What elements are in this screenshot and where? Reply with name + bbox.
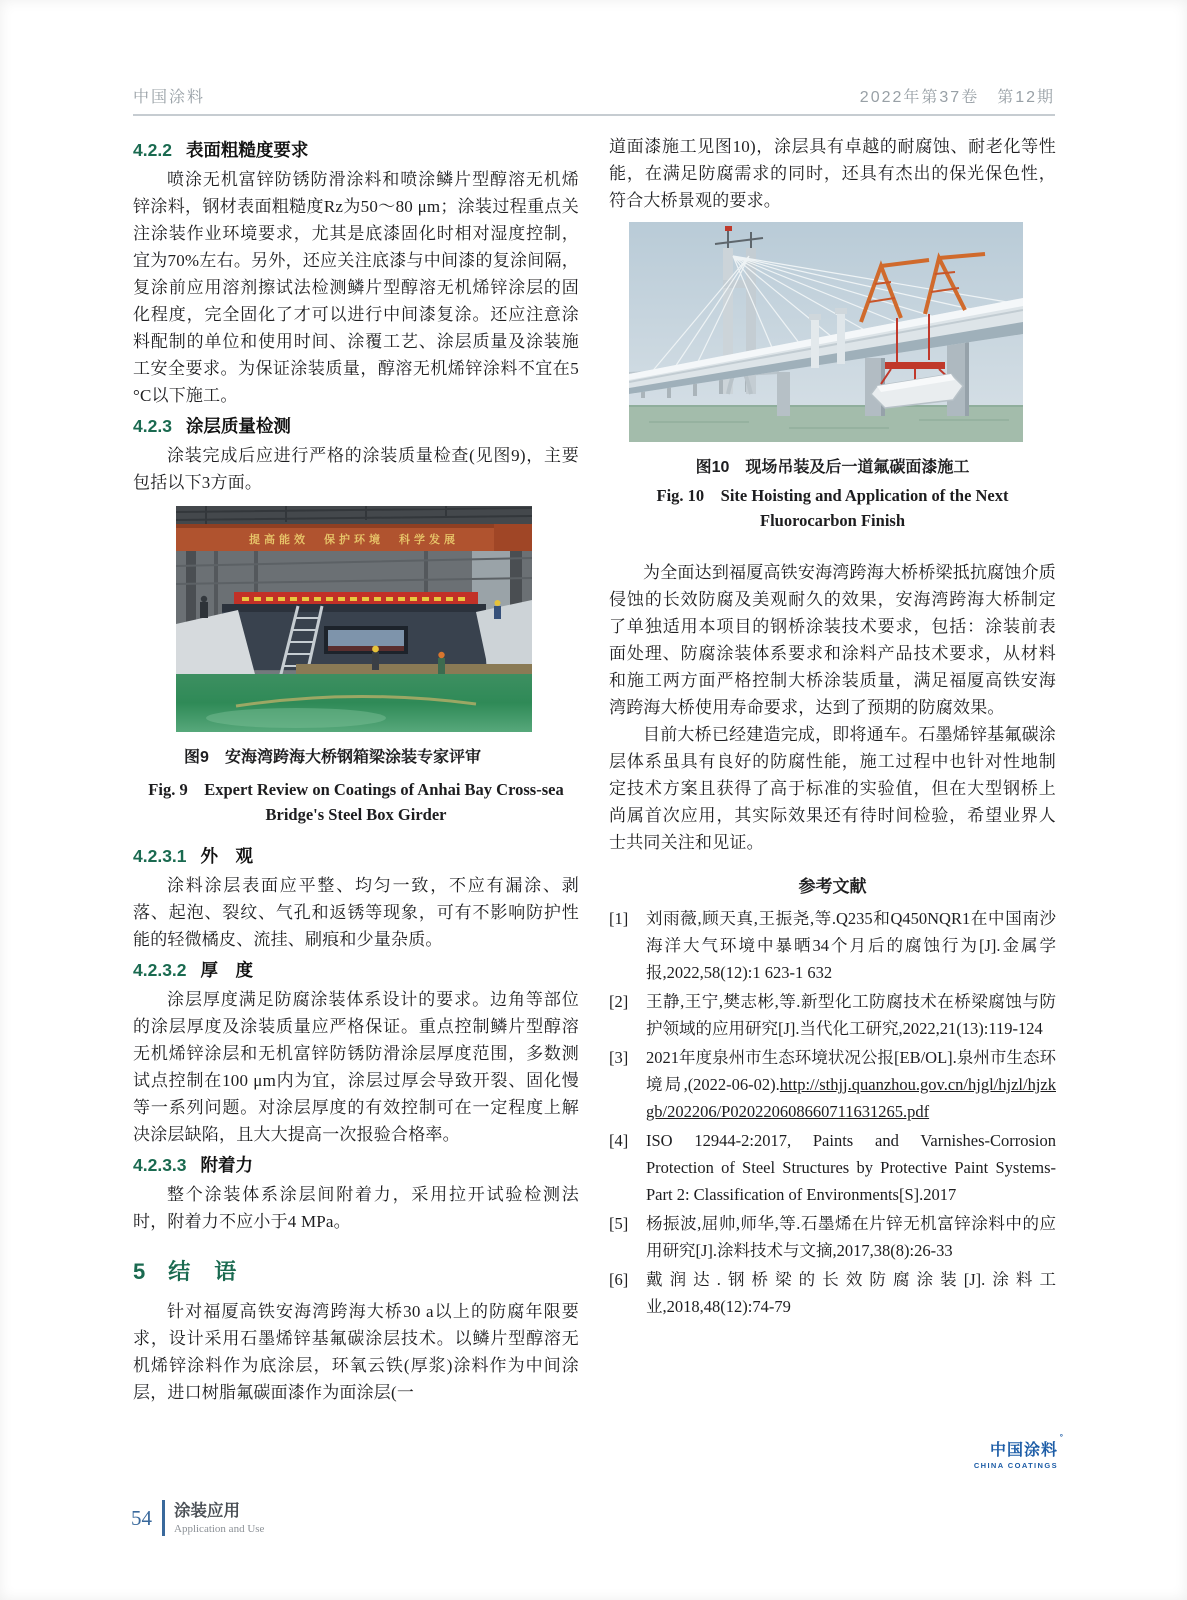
left-column <box>133 133 579 1406</box>
figure-10-caption-en: Fig. 10 Site Hoisting and Application of the Next Fluorocarbon Finish <box>656 486 1009 530</box>
logo-en-text: CHINA COATINGS <box>973 1461 1058 1470</box>
figure-9-image <box>176 506 579 771</box>
paragraph-quality-inspection: 涂装完成后应进行严格的涂装质量检查(见图9)，主要包括以下3方面。 <box>133 446 579 492</box>
heading-number: 4.2.3 <box>133 416 172 436</box>
heading-number: 4.2.3.3 <box>133 1155 187 1175</box>
reference-item <box>609 988 1056 1042</box>
reference-text: 2021年度泉州市生态环境状况公报[EB/OL].泉州市生态环境局,(2022-06-02). <box>646 1048 1056 1094</box>
workshop-photo-illustration <box>176 506 532 732</box>
heading-4-2-2 <box>133 135 579 165</box>
heading-text: 附着力 <box>200 1155 254 1175</box>
crane-slogan-text: 提高能效 保护环境 科学发展 <box>249 534 459 546</box>
figure-10-caption-cn: 图10 现场吊装及后一道氟碳面漆施工 <box>695 459 970 476</box>
right-column <box>609 133 1056 1322</box>
reference-text: 戴润达.钢桥梁的长效防腐涂装[J].涂料工业,2018,48(12):74-79 <box>646 1270 1056 1316</box>
heading-text: 涂层质量检测 <box>185 416 291 436</box>
trademark-mark: ° <box>1059 1433 1064 1442</box>
reference-url-link[interactable]: http://sthjj.quanzhou.gov.cn/hjgl/hjzl/hjzkgb/202206/P020220608660711631265.pdf <box>646 1075 1056 1121</box>
reference-text: ISO 12944-2:2017, Paints and Varnishes-Corrosion Protection of Steel Structures by Protective Paint Systems-Part 2: Classification of Environments[S].2017 <box>646 1131 1056 1204</box>
heading-text: 结 语 <box>168 1259 238 1284</box>
heading-text: 外 观 <box>200 846 254 866</box>
paragraph-outlook: 目前大桥已经建造完成，即将通车。石墨烯锌基氟碳涂层体系虽具有良好的防腐性能，施工过程中也针对性地制定技术方案且获得了高于标准的实验值，但在大型钢桥上尚属首次应用，其实际效果还有待时间检验，希望业界人士共同关注和见证。 <box>609 725 1056 852</box>
heading-4-2-3 <box>133 411 579 441</box>
heading-conclusion <box>133 1255 579 1286</box>
reference-item <box>609 1127 1056 1208</box>
reference-text: 杨振波,屈帅,师华,等.石墨烯在片锌无机富锌涂料中的应用研究[J].涂料技术与文摘,2017,38(8):26-33 <box>646 1214 1056 1260</box>
heading-text: 厚 度 <box>200 960 254 980</box>
footer-section-cn: 涂装应用 <box>174 1502 240 1520</box>
reference-item <box>609 1210 1056 1264</box>
paragraph-appearance: 涂料涂层表面应平整、均匀一致，不应有漏涂、剥落、起泡、裂纹、气孔和返锈等现象，可有不影响防护性能的轻微橘皮、流挂、刷痕和少量杂质。 <box>133 876 579 949</box>
references-title: 参考文献 <box>798 877 867 896</box>
heading-number: 4.2.3.1 <box>133 846 187 866</box>
paragraph-requirements: 为全面达到福厦高铁安海湾跨海大桥桥梁抵抗腐蚀介质侵蚀的长效防腐及美观耐久的效果，安海湾跨海大桥制定了单独适用本项目的钢桥涂装技术要求，包括：涂装前表面处理、防腐涂装体系要求和涂料产品技术要求，从材料和施工两方面严格控制大桥涂装质量，满足福厦高铁安海湾跨海大桥使用寿命要求，达到了预期的防腐效果。 <box>609 563 1056 717</box>
heading-4-2-3-2 <box>133 955 579 985</box>
paragraph-conclusion: 针对福厦高铁安海湾跨海大桥30 a以上的防腐年限要求，设计采用石墨烯锌基氟碳涂层技术。以鳞片型醇溶无机烯锌涂料作为底涂层，环氧云铁(厚浆)涂料作为中间涂层，进口树脂氟碳面漆作为面涂层(一 <box>133 1302 579 1402</box>
page-number: 54 <box>131 1505 152 1530</box>
heading-number: 5 <box>133 1259 147 1284</box>
heading-text: 表面粗糙度要求 <box>185 140 309 160</box>
logo-cn-text: 中国涂料 ° <box>989 1433 1064 1459</box>
issue-info: 2022年第37卷 第12期 <box>859 89 1055 106</box>
figure-9-caption-en: Fig. 9 Expert Review on Coatings of Anhai Bay Cross-sea Bridge's Steel Box Girder <box>148 780 564 824</box>
reference-label: [6] <box>609 1270 629 1289</box>
reference-text: 王静,王宁,樊志彬,等.新型化工防腐技术在桥梁腐蚀与防护领域的应用研究[J].当代化工研究,2022,21(13):119-124 <box>646 992 1056 1038</box>
reference-text: 刘雨薇,顾天真,王振尧,等.Q235和Q450NQR1在中国南沙海洋大气环境中暴晒34个月后的腐蚀行为[J].金属学报,2022,58(12):1 623-1 632 <box>646 909 1056 982</box>
running-header <box>133 84 1055 116</box>
page-footer <box>131 1500 264 1536</box>
reference-item <box>609 1266 1056 1320</box>
reference-label: [3] <box>609 1048 629 1067</box>
paragraph-surface-roughness: 喷涂无机富锌防锈防滑涂料和喷涂鳞片型醇溶无机烯锌涂料，钢材表面粗糙度Rz为50～80 μm；涂装过程重点关注涂装作业环境要求，尤其是底漆固化时相对湿度控制，宜为70%左右。另外，还应关注底漆与中间漆的复涂间隔，复涂前应用溶剂擦试法检测鳞片型醇溶无机烯锌涂层的固化程度，完全固化了才可以进行中间漆复涂。还应注意涂料配制的单位和使用时间、涂覆工艺、涂层质量及涂装施工安全要求。为保证涂装质量，醇溶无机烯锌涂料不宜在5 °C以下施工。 <box>133 170 579 405</box>
paragraph-continuation: 道面漆施工见图10)，涂层具有卓越的耐腐蚀、耐老化等性能，在满足防腐需求的同时，还具有杰出的保光保色性，符合大桥景观的要求。 <box>609 137 1056 210</box>
references-list <box>609 905 1056 1320</box>
footer-section-en: Application and Use <box>174 1523 265 1535</box>
heading-number: 4.2.3.2 <box>133 960 187 980</box>
paragraph-adhesion: 整个涂装体系涂层间附着力，采用拉开试验检测法时，附着力不应小于4 MPa。 <box>133 1185 579 1231</box>
heading-4-2-3-1 <box>133 841 579 871</box>
figure-10-image <box>629 222 1056 447</box>
reference-label: [1] <box>609 909 629 928</box>
reference-label: [4] <box>609 1131 629 1150</box>
heading-number: 4.2.2 <box>133 140 172 160</box>
reference-label: [5] <box>609 1214 629 1233</box>
reference-label: [2] <box>609 992 629 1011</box>
journal-name: 中国涂料 <box>133 89 206 106</box>
reference-item <box>609 905 1056 986</box>
figure-9-caption-cn: 图9 安海湾跨海大桥钢箱梁涂装专家评审 <box>184 749 481 766</box>
china-coatings-logo <box>958 1433 1064 1470</box>
footer-divider-bar <box>162 1500 165 1536</box>
heading-4-2-3-3 <box>133 1150 579 1180</box>
reference-item <box>609 1044 1056 1125</box>
paragraph-thickness: 涂层厚度满足防腐涂装体系设计的要求。边角等部位的涂层厚度及涂装质量应严格保证。重点控制鳞片型醇溶无机烯锌涂层和无机富锌防锈防滑涂层厚度范围，多数测试点控制在100 μm内为宜，涂层过厚会导致开裂、固化慢等一系列问题。对涂层厚度的有效控制可在一定程度上解决涂层缺陷，且大大提高一次报验合格率。 <box>133 990 579 1144</box>
bridge-photo-illustration <box>629 222 1023 442</box>
